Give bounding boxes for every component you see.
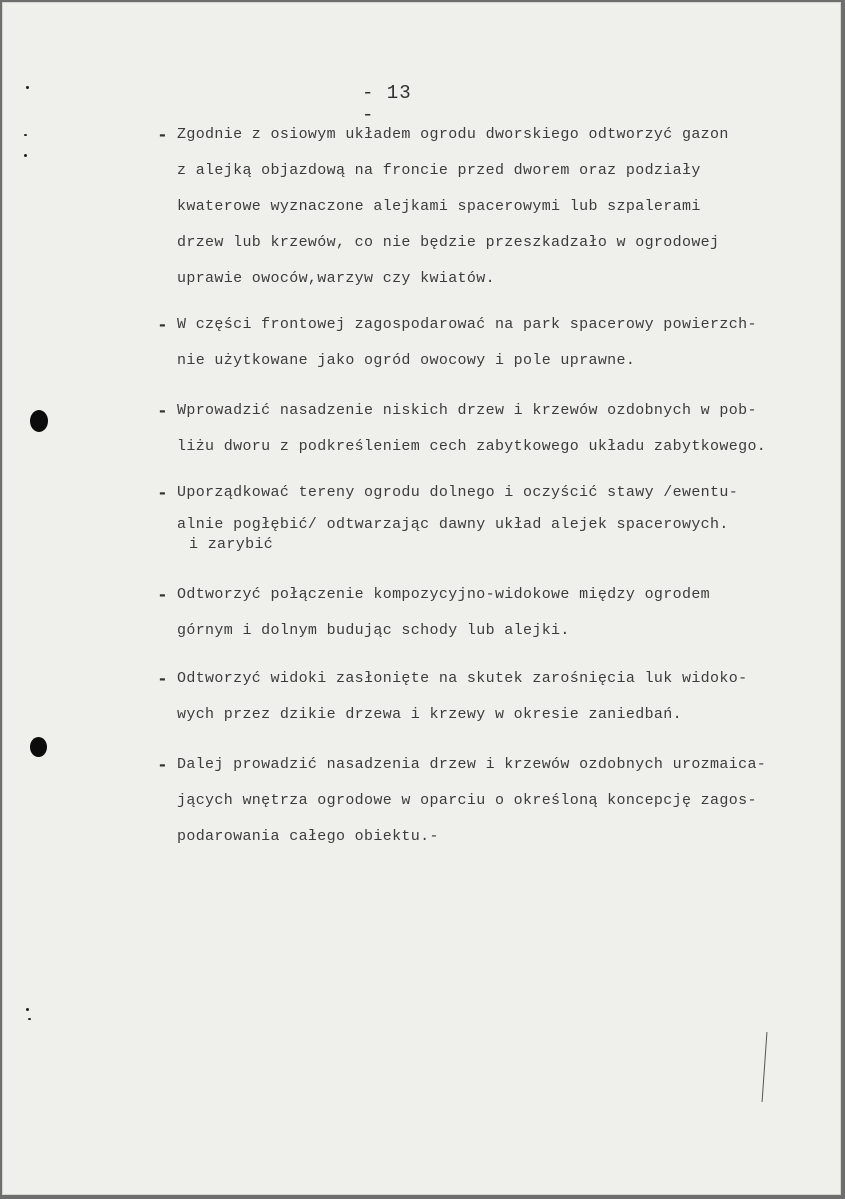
text-line: nie użytkowane jako ogród owocowy i pole uprawne. — [177, 352, 636, 369]
punch-hole — [30, 410, 48, 432]
text-line: Uporządkować tereny ogrodu dolnego i oczyścić stawy /ewentu- — [177, 484, 739, 501]
text-line: alnie pogłębić/ odtwarzając dawny układ alejek spacerowych. — [177, 516, 729, 533]
text-line: podarowania całego obiektu.- — [177, 828, 439, 845]
scan-speck — [28, 1018, 31, 1020]
text-line: wych przez dzikie drzewa i krzewy w okresie zaniedbań. — [177, 706, 682, 723]
bullet-dash: - — [157, 586, 168, 606]
text-line: jących wnętrza ogrodowe w oparciu o określoną koncepcję zagos- — [177, 792, 757, 809]
text-line: górnym i dolnym budując schody lub alejki. — [177, 622, 570, 639]
paper-scratch — [762, 1032, 768, 1102]
text-line: Zgodnie z osiowym układem ogrodu dworskiego odtworzyć gazon — [177, 126, 729, 143]
text-line: liżu dworu z podkreśleniem cech zabytkowego układu zabytkowego. — [177, 438, 767, 455]
text-line: uprawie owoców,warzyw czy kwiatów. — [177, 270, 495, 287]
text-line: Wprowadzić nasadzenie niskich drzew i krzewów ozdobnych w pob- — [177, 402, 757, 419]
text-line: Odtworzyć połączenie kompozycyjno-widokowe między ogrodem — [177, 586, 711, 603]
bullet-dash: - — [157, 670, 168, 690]
scan-speck — [24, 154, 27, 157]
bullet-dash: - — [157, 126, 168, 146]
punch-hole — [30, 737, 47, 757]
text-line: Odtworzyć widoki zasłonięte na skutek zarośnięcia luk widoko- — [177, 670, 748, 687]
bullet-dash: - — [157, 316, 168, 336]
inserted-text-line: i zarybić — [189, 536, 274, 553]
text-line: drzew lub krzewów, co nie będzie przeszkadzało w ogrodowej — [177, 234, 720, 251]
scan-speck — [24, 134, 27, 136]
bullet-dash: - — [157, 484, 168, 504]
bullet-dash: - — [157, 756, 168, 776]
document-page — [2, 2, 841, 1195]
text-line: kwaterowe wyznaczone alejkami spacerowymi lub szpalerami — [177, 198, 701, 215]
scan-speck — [26, 1008, 29, 1011]
scan-speck — [26, 86, 29, 89]
bullet-dash: - — [157, 402, 168, 422]
text-line: Dalej prowadzić nasadzenia drzew i krzewów ozdobnych urozmaica- — [177, 756, 767, 773]
text-line: z alejką objazdową na froncie przed dworem oraz podziały — [177, 162, 701, 179]
text-line: W części frontowej zagospodarować na park spacerowy powierzch- — [177, 316, 757, 333]
page-number: - 13 - — [362, 82, 412, 126]
